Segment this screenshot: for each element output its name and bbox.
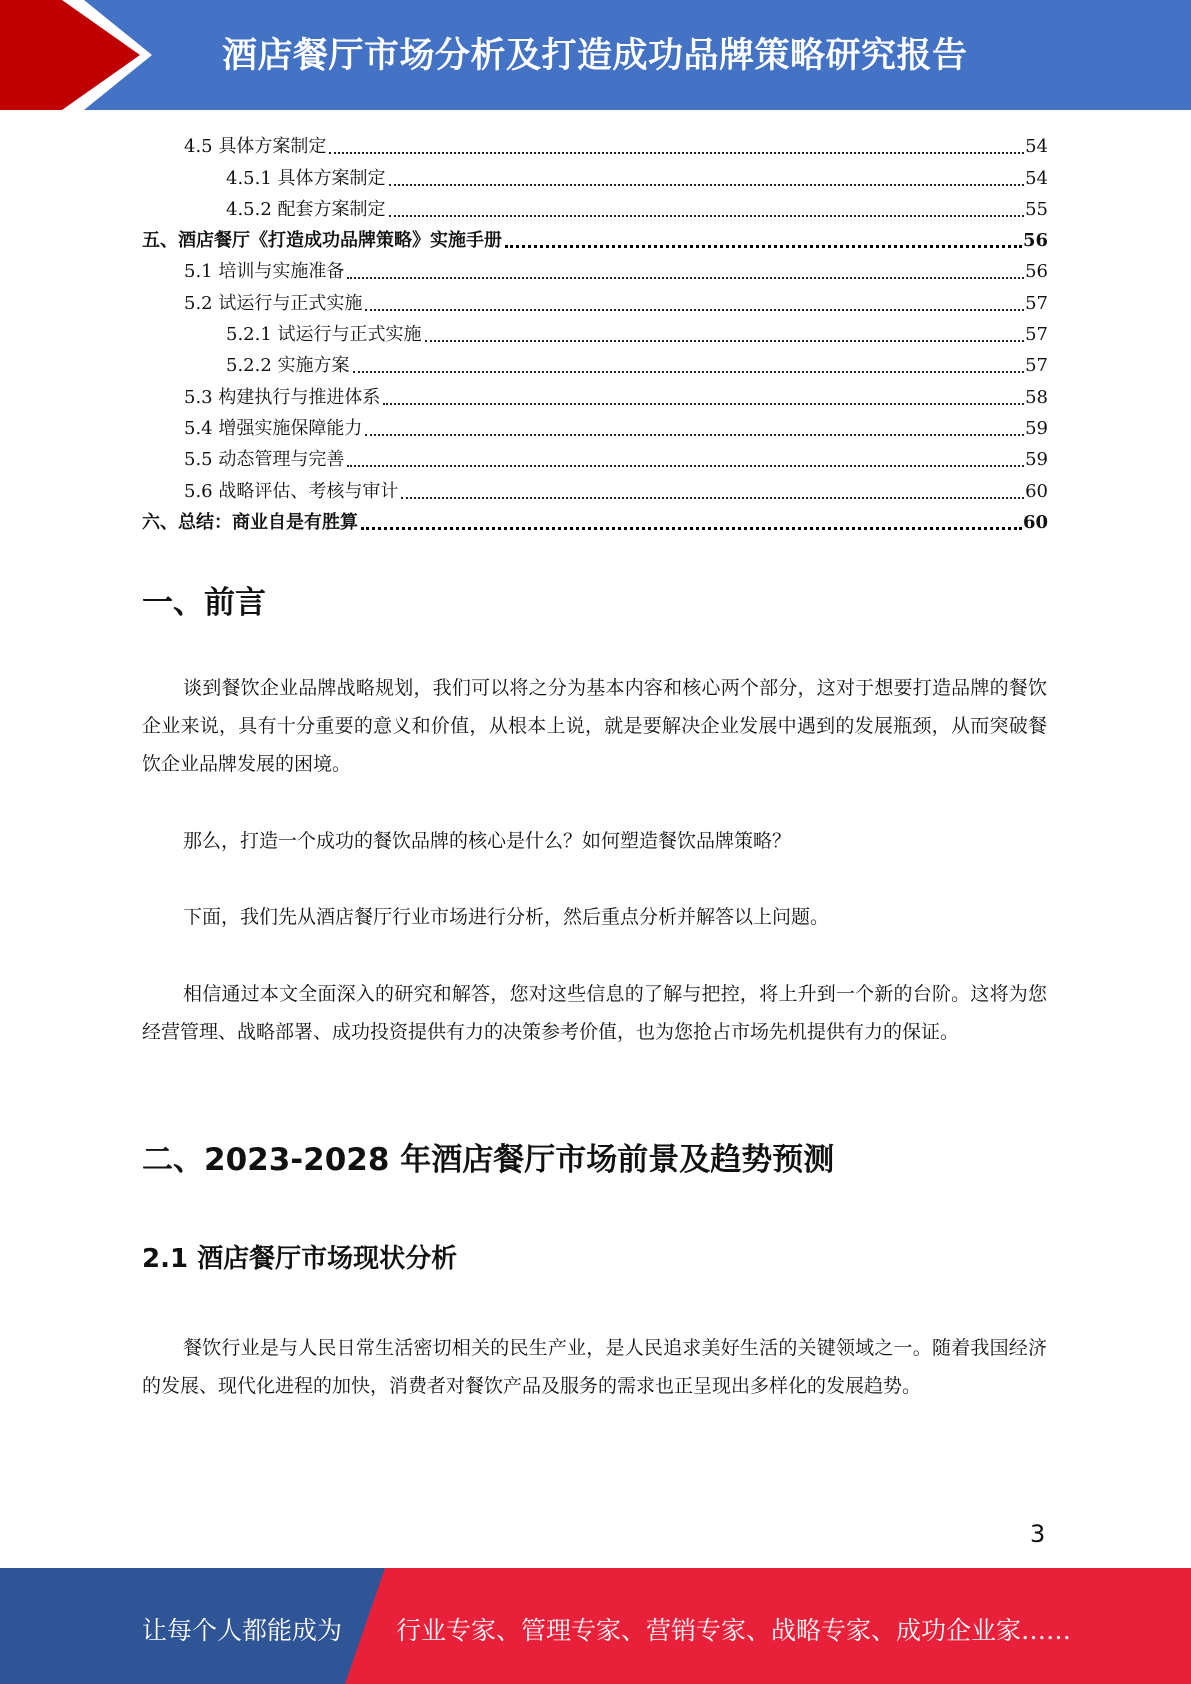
toc-leader-dots [383,399,1024,405]
preface-paragraph-3: 下面，我们先从酒店餐厅行业市场进行分析，然后重点分析并解答以上问题。 [183,906,830,928]
footer-slogan-left: 让每个人都能成为 [142,1616,343,1645]
toc-entry-page: 54 [1025,136,1048,158]
toc-entry-label: 5.3 构建执行与推进体系 [184,386,381,408]
toc-entry-label: 5.5 动态管理与完善 [184,449,345,471]
toc-entry-label: 4.5.2 配套方案制定 [226,198,386,220]
toc-leader-dots [389,211,1025,217]
toc-entry-page: 58 [1025,386,1048,408]
toc-entry[interactable] [142,252,1048,283]
toc-entry-page: 57 [1025,292,1048,314]
status-heading: 2.1 酒店餐厅市场现状分析 [142,1244,458,1274]
toc-entry-label: 六、总结：商业自是有胜算 [142,511,358,533]
toc-entry[interactable] [142,346,1048,377]
toc-leader-dots [425,336,1025,342]
toc-leader-dots [401,493,1024,499]
toc-entry-label: 5.2 试运行与正式实施 [184,292,363,314]
toc-entry[interactable] [142,440,1048,471]
toc-entry-page: 57 [1025,324,1048,346]
toc-entry-label: 5.2.1 试运行与正式实施 [226,324,422,346]
toc-entry-page: 54 [1025,167,1048,189]
preface-paragraph-2: 那么，打造一个成功的餐饮品牌的核心是什么？如何塑造餐饮品牌策略？ [183,830,792,852]
header-chevron-icon [0,0,160,110]
toc-entry[interactable] [142,315,1048,346]
toc-entry[interactable] [142,283,1048,314]
toc-leader-dots [505,241,1022,248]
table-of-contents [142,127,1048,534]
toc-leader-dots [329,148,1024,154]
preface-heading: 一、前言 [142,585,266,621]
page-footer [0,1568,1191,1684]
toc-entry[interactable] [142,127,1048,158]
toc-leader-dots [353,367,1025,373]
toc-entry[interactable] [142,377,1048,408]
toc-entry[interactable] [142,190,1048,221]
toc-entry-page: 59 [1025,449,1048,471]
toc-entry[interactable] [142,221,1048,252]
status-paragraph-1: 餐饮行业是与人民日常生活密切相关的民生产业，是人民追求美好生活的关键领域之一。随着我国经济的发展、现代化进程的加快，消费者对餐饮产品及服务的需求也正呈现出多样化的发展趋势。 [142,1337,1047,1397]
toc-entry-label: 4.5 具体方案制定 [184,136,327,158]
forecast-heading: 二、2023-2028 年酒店餐厅市场前景及趋势预测 [142,1142,835,1178]
toc-entry-page: 60 [1025,480,1048,502]
toc-entry-label: 4.5.1 具体方案制定 [226,167,386,189]
toc-entry-label: 五、酒店餐厅《打造成功品牌策略》实施手册 [142,230,502,252]
toc-entry[interactable] [142,503,1048,534]
toc-entry-page: 60 [1022,511,1048,533]
toc-entry-label: 5.2.2 实施方案 [226,355,350,377]
toc-entry-label: 5.4 增强实施保障能力 [184,417,363,439]
toc-entry-page: 56 [1022,230,1048,252]
preface-paragraph-4: 相信通过本文全面深入的研究和解答，您对这些信息的了解与把控，将上升到一个新的台阶。这将为您经营管理、战略部署、成功投资提供有力的决策参考价值，也为您抢占市场先机提供有力的保证。 [142,983,1047,1043]
toc-entry-page: 56 [1025,261,1048,283]
toc-leader-dots [365,305,1024,311]
toc-leader-dots [361,523,1022,530]
toc-leader-dots [347,461,1024,467]
report-title: 酒店餐厅市场分析及打造成功品牌策略研究报告 [222,36,968,76]
toc-entry-page: 59 [1025,417,1048,439]
toc-entry[interactable] [142,158,1048,189]
toc-entry[interactable] [142,409,1048,440]
toc-entry-label: 5.1 培训与实施准备 [184,261,345,283]
toc-leader-dots [347,273,1024,279]
preface-paragraph-1: 谈到餐饮企业品牌战略规划，我们可以将之分为基本内容和核心两个部分，这对于想要打造品牌的餐饮企业来说，具有十分重要的意义和价值，从根本上说，就是要解决企业发展中遇到的发展瓶颈，从而突破餐饮企业品牌发展的困境。 [142,677,1047,775]
toc-entry-page: 55 [1025,198,1048,220]
toc-entry-label: 5.6 战略评估、考核与审计 [184,480,399,502]
toc-entry[interactable] [142,471,1048,502]
toc-entry-page: 57 [1025,355,1048,377]
toc-leader-dots [365,430,1024,436]
footer-slogan-right: 行业专家、管理专家、营销专家、战略专家、成功企业家…… [396,1616,1072,1645]
page-number: 3 [1030,1520,1046,1548]
toc-leader-dots [389,180,1025,186]
page-header [0,0,1191,110]
